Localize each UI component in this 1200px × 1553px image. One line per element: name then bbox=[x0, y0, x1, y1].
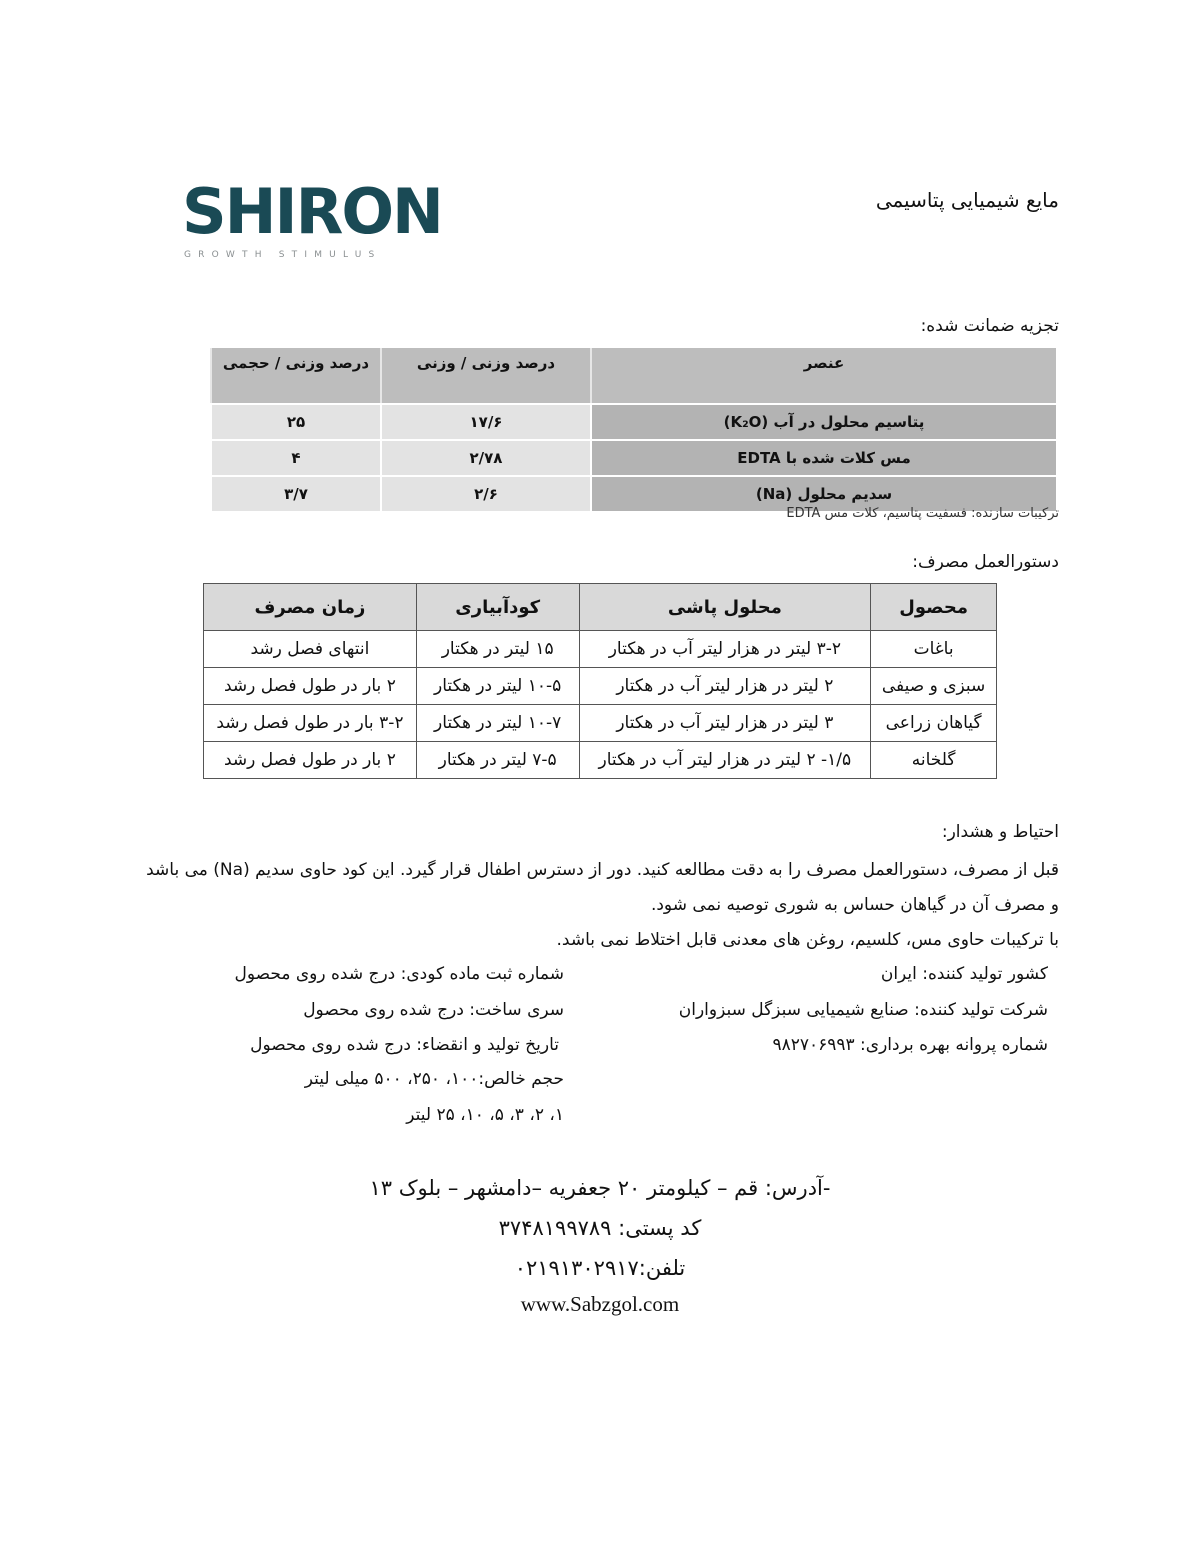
fertigation-cell: ۷-۵ لیتر در هکتار bbox=[416, 742, 579, 779]
analysis-header-element: عنصر bbox=[590, 348, 1056, 403]
document-title: مایع شیمیایی پتاسیمی bbox=[875, 188, 1059, 212]
timing-cell: ۲ بار در طول فصل رشد bbox=[204, 668, 417, 705]
value-cell: ۳/۷ bbox=[210, 475, 380, 511]
foliar-cell: ۳ لیتر در هزار لیتر آب در هکتار bbox=[579, 705, 871, 742]
analysis-heading: تجزیه ضمانت شده: bbox=[920, 316, 1059, 336]
logo-wordmark: SHIRON bbox=[182, 175, 442, 248]
product-cell: باغات bbox=[871, 631, 997, 668]
table-row bbox=[204, 705, 997, 742]
product-cell: گلخانه bbox=[871, 742, 997, 779]
value-cell: ۲۵ bbox=[210, 403, 380, 439]
timing-cell: انتهای فصل رشد bbox=[204, 631, 417, 668]
analysis-header-wv: درصد وزنی / حجمی bbox=[210, 348, 380, 403]
production-expiry-dates: تاریخ تولید و انقضاء: درج شده روی محصول bbox=[250, 1035, 559, 1055]
caution-line: قبل از مصرف، دستورالعمل مصرف را به دقت مطالعه کنید. دور از دسترس اطفال قرار گیرد. این کود حاوی سدیم (Na) می باشد bbox=[146, 860, 1059, 880]
fertigation-cell: ۱۵ لیتر در هکتار bbox=[416, 631, 579, 668]
timing-cell: ۳-۲ بار در طول فصل رشد bbox=[204, 705, 417, 742]
usage-header-foliar: محلول پاشی bbox=[579, 584, 871, 631]
analysis-table bbox=[210, 348, 1056, 511]
shiron-logo bbox=[182, 175, 442, 264]
net-volume-liters: ۱، ۲، ۳، ۵، ۱۰، ۲۵ لیتر bbox=[406, 1105, 564, 1125]
element-cell: سدیم محلول (Na) bbox=[590, 475, 1056, 511]
license-number: شماره پروانه بهره برداری: ۹۸۲۷۰۶۹۹۳ bbox=[772, 1035, 1048, 1055]
element-cell: مس کلات شده با EDTA bbox=[590, 439, 1056, 475]
usage-header-fertigation: کودآبیاری bbox=[416, 584, 579, 631]
value-cell: ۲/۶ bbox=[380, 475, 590, 511]
value-cell: ۱۷/۶ bbox=[380, 403, 590, 439]
manufacturer: شرکت تولید کننده: صنایع شیمیایی سبزگل سبزواران bbox=[678, 1000, 1048, 1020]
logo-tagline: GROWTH STIMULUS bbox=[184, 250, 382, 260]
foliar-cell: ۲ لیتر در هزار لیتر آب در هکتار bbox=[579, 668, 871, 705]
usage-table bbox=[203, 583, 997, 779]
value-cell: ۴ bbox=[210, 439, 380, 475]
foliar-cell: ۱/۵- ۲ لیتر در هزار لیتر آب در هکتار bbox=[579, 742, 871, 779]
value-cell: ۲/۷۸ bbox=[380, 439, 590, 475]
address: -آدرس: قم – کیلومتر ۲۰ جعفریه –دامشهر – بلوک ۱۳ bbox=[369, 1176, 831, 1200]
table-row bbox=[204, 668, 997, 705]
composition-note: ترکیبات سازنده: فسفیت پتاسیم، کلات مس EDTA bbox=[786, 506, 1059, 521]
batch-number: سری ساخت: درج شده روی محصول bbox=[303, 1000, 564, 1020]
foliar-cell: ۳-۲ لیتر در هزار لیتر آب در هکتار bbox=[579, 631, 871, 668]
fertigation-cell: ۱۰-۷ لیتر در هکتار bbox=[416, 705, 579, 742]
phone-number: تلفن:۰۲۱۹۱۳۰۲۹۱۷ bbox=[514, 1256, 686, 1280]
fertigation-cell: ۱۰-۵ لیتر در هکتار bbox=[416, 668, 579, 705]
country-of-origin: کشور تولید کننده: ایران bbox=[880, 964, 1048, 984]
usage-heading: دستورالعمل مصرف: bbox=[912, 552, 1059, 572]
analysis-header-ww: درصد وزنی / وزنی bbox=[380, 348, 590, 403]
caution-line: با ترکیبات حاوی مس، کلسیم، روغن های معدنی قابل اختلاط نمی باشد. bbox=[556, 930, 1059, 950]
registration-number: شماره ثبت ماده کودی: درج شده روی محصول bbox=[234, 964, 564, 984]
caution-heading: احتیاط و هشدار: bbox=[941, 822, 1059, 842]
caution-line: و مصرف آن در گیاهان حساس به شوری توصیه نمی شود. bbox=[650, 895, 1059, 915]
table-row bbox=[204, 742, 997, 779]
postal-code: کد پستی: ۳۷۴۸۱۹۹۷۸۹ bbox=[498, 1216, 702, 1240]
timing-cell: ۲ بار در طول فصل رشد bbox=[204, 742, 417, 779]
table-row bbox=[210, 403, 1056, 439]
net-volume: حجم خالص:۱۰۰، ۲۵۰، ۵۰۰ میلی لیتر bbox=[304, 1069, 564, 1089]
product-cell: سبزی و صیفی bbox=[871, 668, 997, 705]
element-cell: پتاسیم محلول در آب (K₂O) bbox=[590, 403, 1056, 439]
table-row bbox=[204, 631, 997, 668]
usage-header-product: محصول bbox=[871, 584, 997, 631]
usage-header-timing: زمان مصرف bbox=[204, 584, 417, 631]
website-link[interactable]: www.Sabzgol.com bbox=[520, 1292, 680, 1316]
product-cell: گیاهان زراعی bbox=[871, 705, 997, 742]
table-row bbox=[210, 439, 1056, 475]
